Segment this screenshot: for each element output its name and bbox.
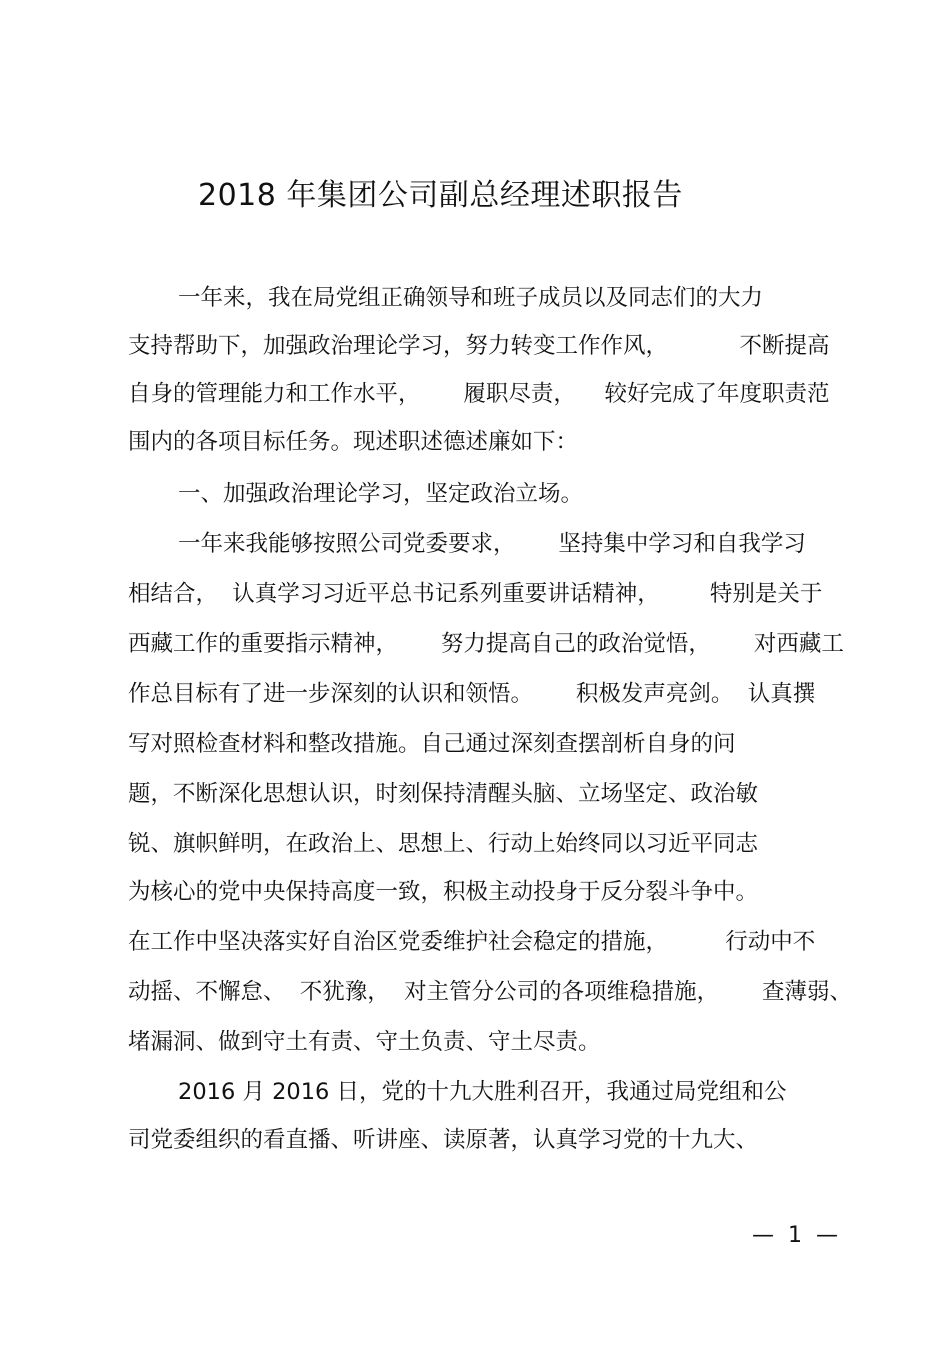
paragraph-line: 2016 月 2016 日，党的十九大胜利召开，我通过局党组和公 bbox=[178, 1079, 787, 1105]
paragraph-line: 一年来我能够按照公司党委要求， 坚持集中学习和自我学习 bbox=[178, 531, 806, 557]
paragraph-line: 动摇、不懈怠、 不犹豫， 对主管分公司的各项维稳措施， 查薄弱、 bbox=[128, 979, 853, 1005]
paragraph-line: 围内的各项目标任务。现述职述德述廉如下： bbox=[128, 429, 579, 455]
paragraph-line: 作总目标有了进一步深刻的认识和领悟。 积极发声亮剑。 认真撰 bbox=[128, 681, 816, 707]
paragraph-line: 相结合， 认真学习习近平总书记系列重要讲话精神， 特别是关于 bbox=[128, 581, 823, 607]
document-title: 2018 年集团公司副总经理述职报告 bbox=[198, 178, 683, 213]
section-heading: 一、加强政治理论学习，坚定政治立场。 bbox=[178, 481, 584, 507]
paragraph-line: 为核心的党中央保持高度一致，积极主动投身于反分裂斗争中。 bbox=[128, 879, 759, 905]
paragraph-line: 堵漏洞、做到守土有责、守土负责、守土尽责。 bbox=[128, 1029, 601, 1055]
paragraph-line: 自身的管理能力和工作水平， 履职尽责， 较好完成了年度职责范 bbox=[128, 381, 830, 407]
paragraph-line: 题，不断深化思想认识，时刻保持清醒头脑、立场坚定、政治敏 bbox=[128, 781, 759, 807]
page-number: — 1 — bbox=[752, 1223, 838, 1248]
paragraph-line: 一年来，我在局党组正确领导和班子成员以及同志们的大力 bbox=[178, 285, 764, 311]
paragraph-line: 司党委组织的看直播、听讲座、读原著，认真学习党的十九大、 bbox=[128, 1127, 759, 1153]
paragraph-line: 支持帮助下，加强政治理论学习，努力转变工作作风， 不断提高 bbox=[128, 333, 830, 359]
paragraph-line: 锐、旗帜鲜明，在政治上、思想上、行动上始终同以习近平同志 bbox=[128, 831, 759, 857]
paragraph-line: 在工作中坚决落实好自治区党委维护社会稳定的措施， 行动中不 bbox=[128, 929, 816, 955]
paragraph-line: 西藏工作的重要指示精神， 努力提高自己的政治觉悟， 对西藏工 bbox=[128, 631, 844, 657]
paragraph-line: 写对照检查材料和整改措施。自己通过深刻查摆剖析自身的问 bbox=[128, 731, 736, 757]
